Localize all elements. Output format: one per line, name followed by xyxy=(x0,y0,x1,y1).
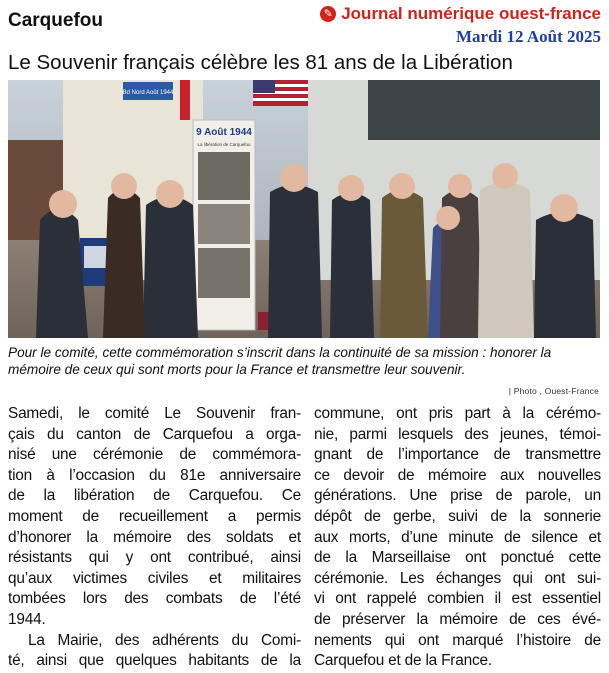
text-line: tion à l’occasion du 81e anniversaire xyxy=(8,466,301,484)
text-line: de la libération de Carquefou. Ce xyxy=(8,487,301,505)
article-column-2 xyxy=(314,404,601,672)
ouest-france-logo-icon: ✎ xyxy=(320,6,336,22)
article-column-1 xyxy=(8,404,301,672)
text-line: çais du canton de Carquefou a orga- xyxy=(8,425,301,443)
text-line: nie, parmi lesquels des jeunes, témoi- xyxy=(314,425,601,443)
text-line: commune, ont pris part à la cérémo- xyxy=(314,405,601,422)
article-photo xyxy=(8,80,600,338)
text-line: La Mairie, des adhérents du Comi- xyxy=(28,631,301,649)
text-line: nisé une cérémonie de commémora- xyxy=(8,446,301,464)
text-line: dépôt de gerbe, suivi de la sonnerie xyxy=(314,507,601,525)
text-line: moment de recueillement a permis xyxy=(8,507,301,525)
text-line: de la Marseillaise ont ponctué cette xyxy=(314,549,601,567)
text-line: vi ont rappelé combien il est essentiel xyxy=(314,590,601,608)
text-line: cérémonie. Les échanges qui ont sui- xyxy=(314,569,601,587)
text-line: qu’aux victimes civiles et militaires xyxy=(8,569,301,587)
text-line: de préserver la mémoire de ces évé- xyxy=(314,610,601,628)
headline: Le Souvenir français célèbre les 81 ans de la Libération xyxy=(8,51,513,74)
panel-subtitle-text: La libération de Carquefou xyxy=(197,142,251,147)
text-line: gnant de l’importance de transmettre xyxy=(314,446,601,464)
publication-date: Mardi 12 Août 2025 xyxy=(456,27,601,46)
paragraph-3 xyxy=(314,404,601,672)
street-sign-text: Bd Nord Août 1944 xyxy=(122,90,174,96)
text-line: té, ainsi que quelques habitants de la xyxy=(8,652,301,670)
paragraph-2 xyxy=(8,631,301,672)
text-line: d’honorer la mémoire des soldats et xyxy=(8,528,301,546)
panel-date-text: 9 Août 1944 xyxy=(196,127,252,138)
brand-header[interactable] xyxy=(320,4,601,24)
location-label: Carquefou xyxy=(8,10,103,31)
text-line: aux morts, d’une minute de silence et xyxy=(314,528,601,546)
text-line: générations. Une prise de parole, un xyxy=(314,487,601,505)
text-line: Samedi, le comité Le Souvenir fran- xyxy=(8,405,301,422)
text-line: 1944. xyxy=(8,610,46,628)
text-line: résistants qui y ont contribué, ainsi xyxy=(8,549,301,567)
photo-caption: Pour le comité, cette commémoration s’inscrit dans la continuité de sa mission : honorer la mémoire de ceux qui sont morts pour la France et transmettre leur souvenir. xyxy=(8,345,552,377)
text-line: ce devoir de mémoire aux nouvelles xyxy=(314,466,601,484)
text-line: Carquefou et de la France. xyxy=(314,652,492,670)
brand-name: Journal numérique ouest-france xyxy=(341,4,601,23)
text-line: nements qui ont marqué l’histoire de xyxy=(314,631,601,649)
text-line: tombées lors des combats de l’été xyxy=(8,590,301,608)
photo-credit: | Photo , Ouest-France xyxy=(508,386,599,396)
paragraph-1 xyxy=(8,404,301,631)
